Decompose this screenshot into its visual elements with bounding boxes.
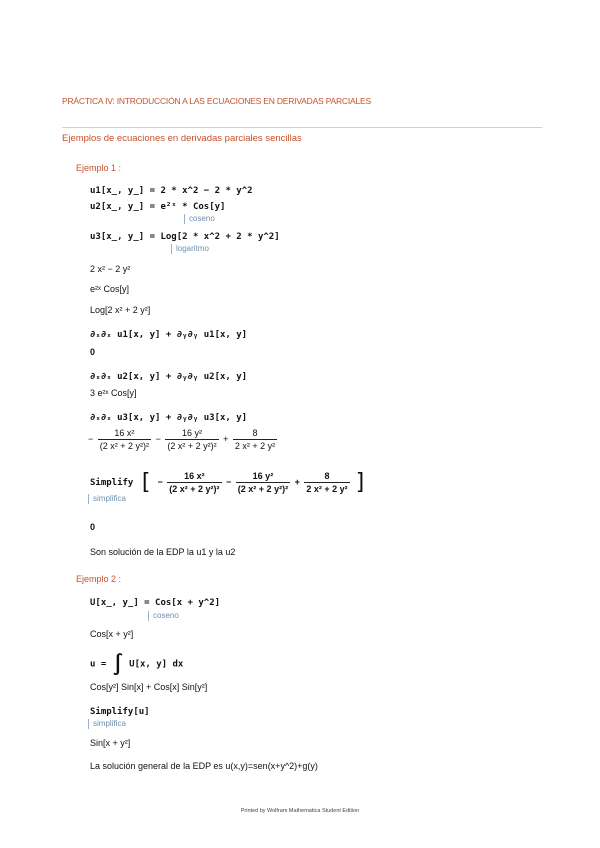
- laplacian-u3-output: [88, 428, 279, 451]
- laplacian-u3-input[interactable]: ∂ₓ∂ₓ u3[x, y] + ∂ᵧ∂ᵧ u3[x, y]: [90, 413, 248, 423]
- simplify-keyword: Simplify: [90, 478, 134, 488]
- minus-sign: −: [88, 433, 94, 444]
- integral-lhs: u =: [90, 659, 107, 670]
- minus-sign: −: [226, 477, 232, 487]
- plus-sign: +: [294, 477, 300, 487]
- example-2-conclusion: La solución general de la EDP es u(x,y)=sen(x+y^2)+g(y): [90, 761, 318, 771]
- fraction-2-denominator: (2 x² + 2 y²)²: [237, 484, 289, 495]
- open-bracket: [: [138, 470, 153, 495]
- fraction-2: [165, 428, 218, 451]
- laplacian-u2-input[interactable]: ∂ₓ∂ₓ u2[x, y] + ∂ᵧ∂ᵧ u2[x, y]: [90, 372, 248, 382]
- fraction-2-denominator: (2 x² + 2 y²)²: [167, 441, 217, 451]
- u2-definition[interactable]: u2[x_, y_] = e²ˣ * Cos[y]: [90, 202, 226, 212]
- laplacian-u2-output: 3 e²ˣ Cos[y]: [90, 388, 137, 398]
- integral-body: U[x, y] dx: [129, 659, 184, 670]
- fraction-1-numerator: 16 x²: [184, 471, 205, 482]
- example-1-conclusion: Son solución de la EDP la u1 y la u2: [90, 547, 236, 557]
- minus-sign: −: [157, 477, 163, 487]
- fraction-1-denominator: (2 x² + 2 y²)²: [99, 441, 150, 451]
- simplify-result: 0: [90, 522, 96, 532]
- u2-hint: coseno: [184, 214, 215, 224]
- simplify-u-hint: simplifica: [88, 719, 126, 729]
- fraction-3-denominator: 2 x² + 2 y²: [306, 484, 348, 495]
- fraction-3: [233, 428, 277, 451]
- simplify-u-input[interactable]: Simplify[u]: [90, 707, 150, 717]
- simplify-u-output: Sin[x + y²]: [90, 738, 131, 748]
- section-divider: [62, 127, 542, 128]
- fraction-3-numerator: 8: [252, 428, 258, 438]
- example-1-label: Ejemplo 1 :: [76, 163, 122, 173]
- fraction-2: [236, 471, 290, 494]
- u3-hint: logaritmo: [171, 244, 209, 254]
- laplacian-u1-input[interactable]: ∂ₓ∂ₓ u1[x, y] + ∂ᵧ∂ᵧ u1[x, y]: [90, 330, 248, 340]
- minus-sign: −: [155, 433, 161, 444]
- fraction-3-denominator: 2 x² + 2 y²: [234, 441, 276, 451]
- fraction-1-numerator: 16 x²: [114, 428, 135, 438]
- close-bracket: ]: [354, 470, 368, 495]
- simplify-hint: simplifica: [88, 494, 126, 504]
- plus-sign: +: [223, 433, 229, 444]
- section-heading: Ejemplos de ecuaciones en derivadas parciales sencillas: [62, 133, 302, 144]
- page-title: PRÁCTICA IV: INTRODUCCIÓN A LAS ECUACIONES EN DERIVADAS PARCIALES: [62, 96, 371, 106]
- u3-output: Log[2 x² + 2 y²]: [90, 305, 151, 315]
- fraction-2-numerator: 16 y²: [252, 471, 274, 482]
- integral-symbol: ∫: [111, 652, 124, 676]
- laplacian-u1-output: 0: [90, 347, 96, 357]
- fraction-2-numerator: 16 y²: [181, 428, 202, 438]
- u1-output: 2 x² − 2 y²: [90, 264, 131, 274]
- page-footer: Printed by Wolfram Mathematica Student Edition: [240, 808, 360, 814]
- fraction-1: [98, 428, 151, 451]
- U-definition[interactable]: U[x_, y_] = Cos[x + y^2]: [90, 598, 221, 608]
- integral-output: Cos[y²] Sin[x] + Cos[x] Sin[y²]: [90, 682, 208, 692]
- u3-definition[interactable]: u3[x_, y_] = Log[2 * x^2 + 2 * y^2]: [90, 232, 280, 242]
- fraction-3: [304, 471, 349, 494]
- u1-definition[interactable]: u1[x_, y_] = 2 * x^2 − 2 * y^2: [90, 186, 253, 196]
- u2-output: e²ˣ Cos[y]: [90, 284, 129, 294]
- fraction-1-denominator: (2 x² + 2 y²)²: [169, 484, 220, 495]
- integral-input[interactable]: [90, 652, 183, 676]
- fraction-1: [167, 471, 221, 494]
- example-2-label: Ejemplo 2 :: [76, 574, 122, 584]
- U-hint: coseno: [148, 611, 179, 621]
- simplify-input[interactable]: [90, 470, 367, 495]
- U-output: Cos[x + y²]: [90, 629, 134, 639]
- fraction-3-numerator: 8: [324, 471, 330, 482]
